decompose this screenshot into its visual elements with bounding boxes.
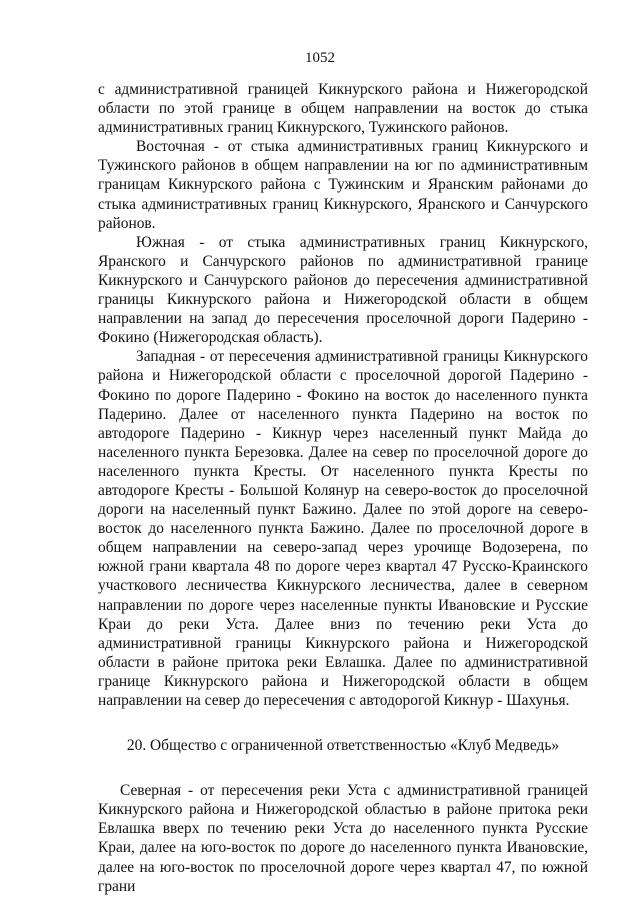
document-body: [98, 80, 588, 896]
paragraph-west-boundary: Западная - от пересечения административной границы Кикнурского района и Нижегородской области с проселочной дорогой Падерино - Фокино по дороге Падерино - Фокино на восток до населенного пункта Падерино. Далее от населенного пункта Падерино на восток по автодороге Падерино - Кикнур через населенный пункт Майда до населенного пункта Березовка. Далее на север по проселочной дороге до населенного пункта Кресты. От населенного пункта Кресты по автодороге Кресты - Большой Колянур на северо-восток до проселочной дороги на населенный пункт Бажино. Далее по этой дороге на северо-восток до населенного пункта Бажино. Далее по проселочной дороге в общем направлении на северо-запад через урочище Водозерена, по южной грани квартала 48 по дороге через квартал 47 Русско-Краинского участкового лесничества Кикнурского лесничества, далее в северном направлении по дороге через населенные пункты Ивановские и Русские Краи до реки Уста. Далее вниз по течению реки Уста до административной границы Кикнурского района и Нижегородской области в районе притока реки Евлашка. Далее по административной границе Кикнурского района и Нижегородской области в общем направлении на север до пересечения с автодорогой Кикнур - Шахунья.: [98, 348, 588, 709]
page-number: 1052: [305, 50, 335, 66]
paragraph-south-boundary: Южная - от стыка административных границ Кикнурского, Яранского и Санчурского районов по административной границе Кикнурского и Санчурского районов до пересечения административной границы Кикнурского района и Нижегородской области в общем направлении на запад до пересечения проселочной дороги Падерино - Фокино (Нижегородская область).: [98, 233, 588, 347]
paragraph-north-boundary: Северная - от пересечения реки Уста с административной границей Кикнурского района и Нижегородской областью в районе притока реки Евлашка вверх по течению реки Уста до населенного пункта Русские Краи, далее на юго-восток по дороге до населенного пункта Ивановские, далее на юго-восток по проселочной дороге через квартал 47, по южной грани: [98, 782, 588, 895]
paragraph-east-boundary: Восточная - от стыка административных границ Кикнурского и Тужинского районов в общем направлении на юг по административным границам Кикнурского района с Тужинским и Яранским районами до стыка административных границ Кикнурского, Яранского и Санчурского районов.: [98, 138, 588, 232]
section-heading: 20. Общество с ограниченной ответственностью «Клуб Медведь»: [126, 737, 560, 755]
paragraph-north-continuation: с административной границей Кикнурского района и Нижегородской области по этой границе в общем направлении на восток до стыка административных границ Кикнурского, Тужинского районов.: [98, 81, 588, 137]
